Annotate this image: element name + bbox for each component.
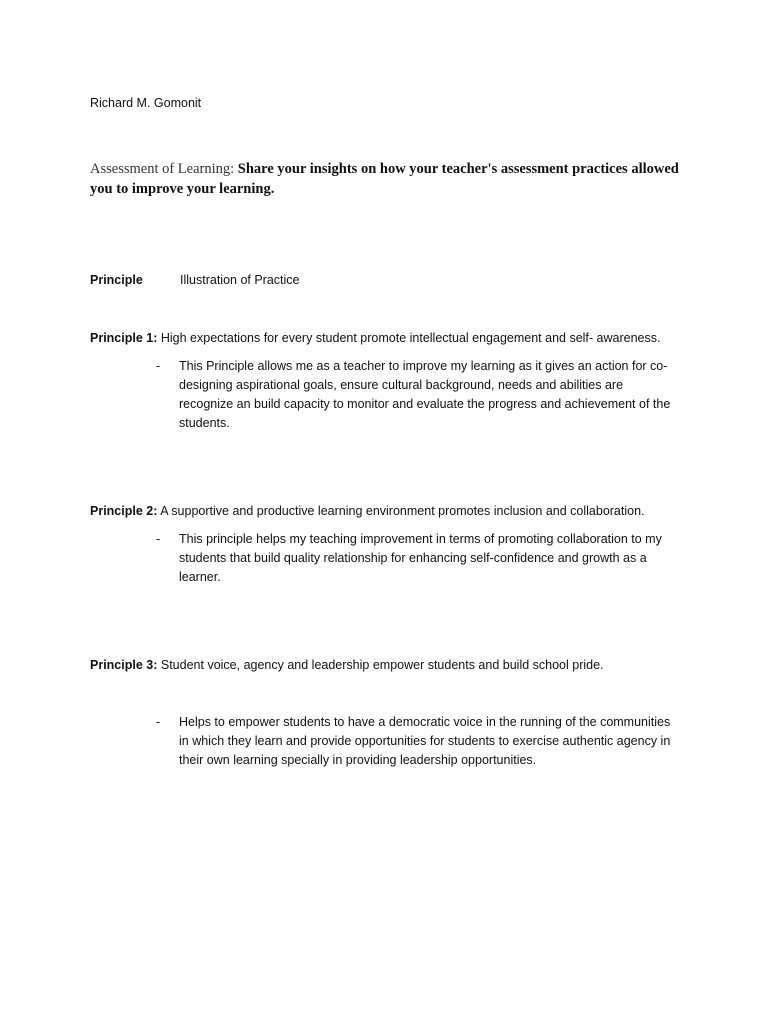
principle-2-illustration: This principle helps my teaching improvement in terms of promoting collaboration to my students that build quality relationship for enhancing self-confidence and growth as a learner. xyxy=(179,532,662,584)
bullet-dash: - xyxy=(156,532,161,546)
principle-3-label: Principle 3: xyxy=(90,658,158,672)
principle-3-text: Student voice, agency and leadership empower students and build school pride. xyxy=(160,658,604,672)
principle-3 xyxy=(90,656,730,675)
principle-2 xyxy=(90,502,730,521)
author-name: Richard M. Gomonit xyxy=(90,96,202,110)
heading-prompt: Share your insights on how your teacher's assessment practices allowed you to improve your learning. xyxy=(90,161,679,197)
heading-label: Assessment of Learning: xyxy=(90,161,235,177)
assignment-heading xyxy=(90,159,690,199)
principle-2-label: Principle 2: xyxy=(90,504,158,518)
principle-2-text: A supportive and productive learning environment promotes inclusion and collaboration. xyxy=(160,504,645,518)
column-header-illustration: Illustration of Practice xyxy=(180,273,300,287)
principle-1 xyxy=(90,329,730,348)
bullet-dash: - xyxy=(156,359,161,373)
principle-1-label: Principle 1: xyxy=(90,331,158,345)
principle-1-illustration: This Principle allows me as a teacher to improve my learning as it gives an action for co-designing aspirational goals, ensure cultural background, needs and abilities are recognize an build capacity to monitor and evaluate the progress and achievement of the students. xyxy=(179,359,671,430)
principle-3-illustration: Helps to empower students to have a democratic voice in the running of the communities in which they learn and provide opportunities for students to exercise authentic agency in their own learning specially in providing leadership opportunities. xyxy=(179,715,671,767)
column-header-principle: Principle xyxy=(90,273,143,287)
bullet-dash: - xyxy=(156,715,161,729)
principle-1-text: High expectations for every student promote intellectual engagement and self- awareness. xyxy=(160,331,661,345)
